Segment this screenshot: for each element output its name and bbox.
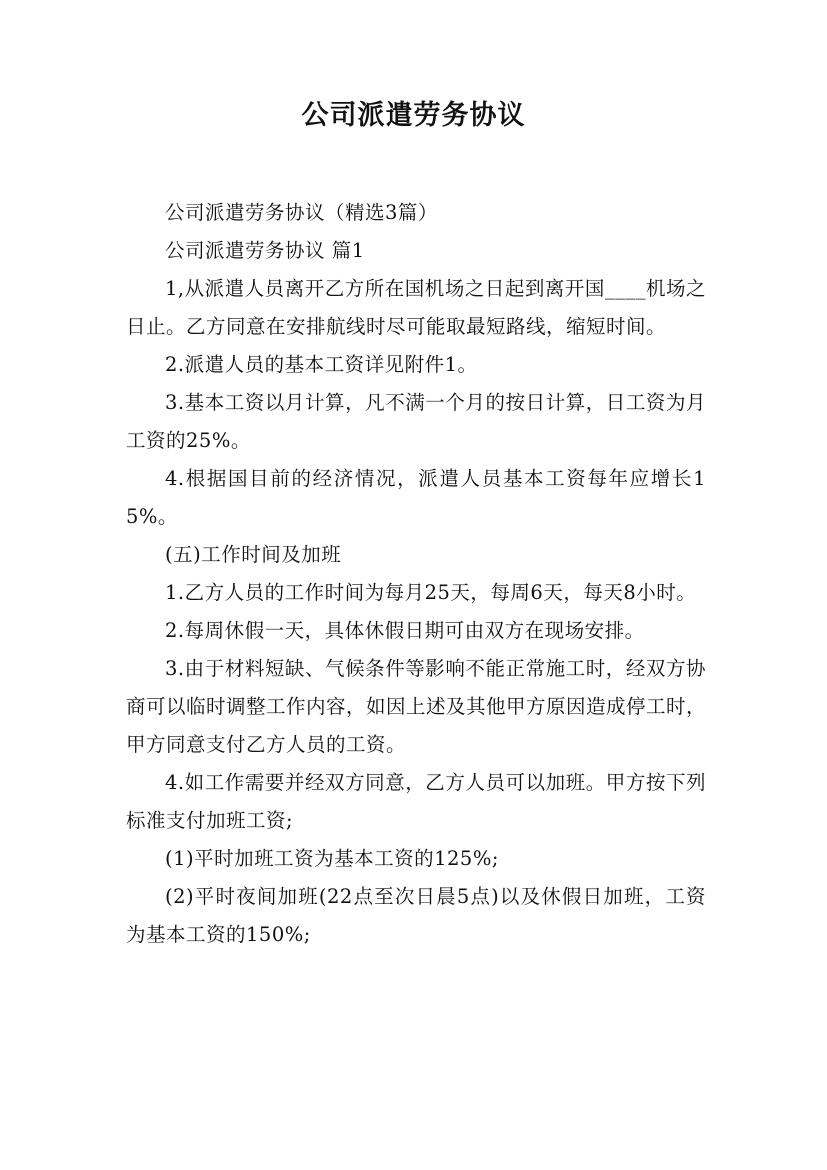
paragraph-work-hours-2: 2.每周休假一天，具体休假日期可由双方在现场安排。: [165, 619, 645, 642]
paragraph-clause-4: 4.根据国目前的经济情况，派遣人员基本工资每年应增长15%。: [126, 467, 706, 528]
paragraph-work-hours-1: 1.乙方人员的工作时间为每月25天，每周6天，每天8小时。: [165, 581, 697, 604]
paragraph-clause-3: 3.基本工资以月计算，凡不满一个月的按日计算，日工资为月工资的25%。: [126, 391, 706, 452]
paragraph-overtime-1: (1)平时加班工资为基本工资的125%;: [165, 847, 499, 870]
paragraph-clause-2: 2.派遣人员的基本工资详见附件1。: [165, 353, 478, 376]
paragraph-intro: 公司派遣劳务协议（精选3篇）: [165, 201, 438, 224]
paragraph-subheading-work-hours: (五)工作时间及加班: [165, 543, 342, 566]
document-body: [126, 194, 706, 954]
document-title: 公司派遣劳务协议: [301, 100, 526, 131]
paragraph-section-heading: 公司派遣劳务协议 篇1: [165, 239, 365, 262]
paragraph-work-hours-4: 4.如工作需要并经双方同意，乙方人员可以加班。甲方按下列标准支付加班工资;: [126, 771, 706, 832]
paragraph-overtime-2: (2)平时夜间加班(22点至次日晨5点)以及休假日加班，工资为基本工资的150%;: [126, 885, 706, 946]
paragraph-clause-1: 1,从派遣人员离开乙方所在国机场之日起到离开国____机场之日止。乙方同意在安排航线时尽可能取最短路线，缩短时间。: [126, 277, 706, 338]
paragraph-work-hours-3: 3.由于材料短缺、气候条件等影响不能正常施工时，经双方协商可以临时调整工作内容，如因上述及其他甲方原因造成停工时，甲方同意支付乙方人员的工资。: [126, 657, 707, 756]
